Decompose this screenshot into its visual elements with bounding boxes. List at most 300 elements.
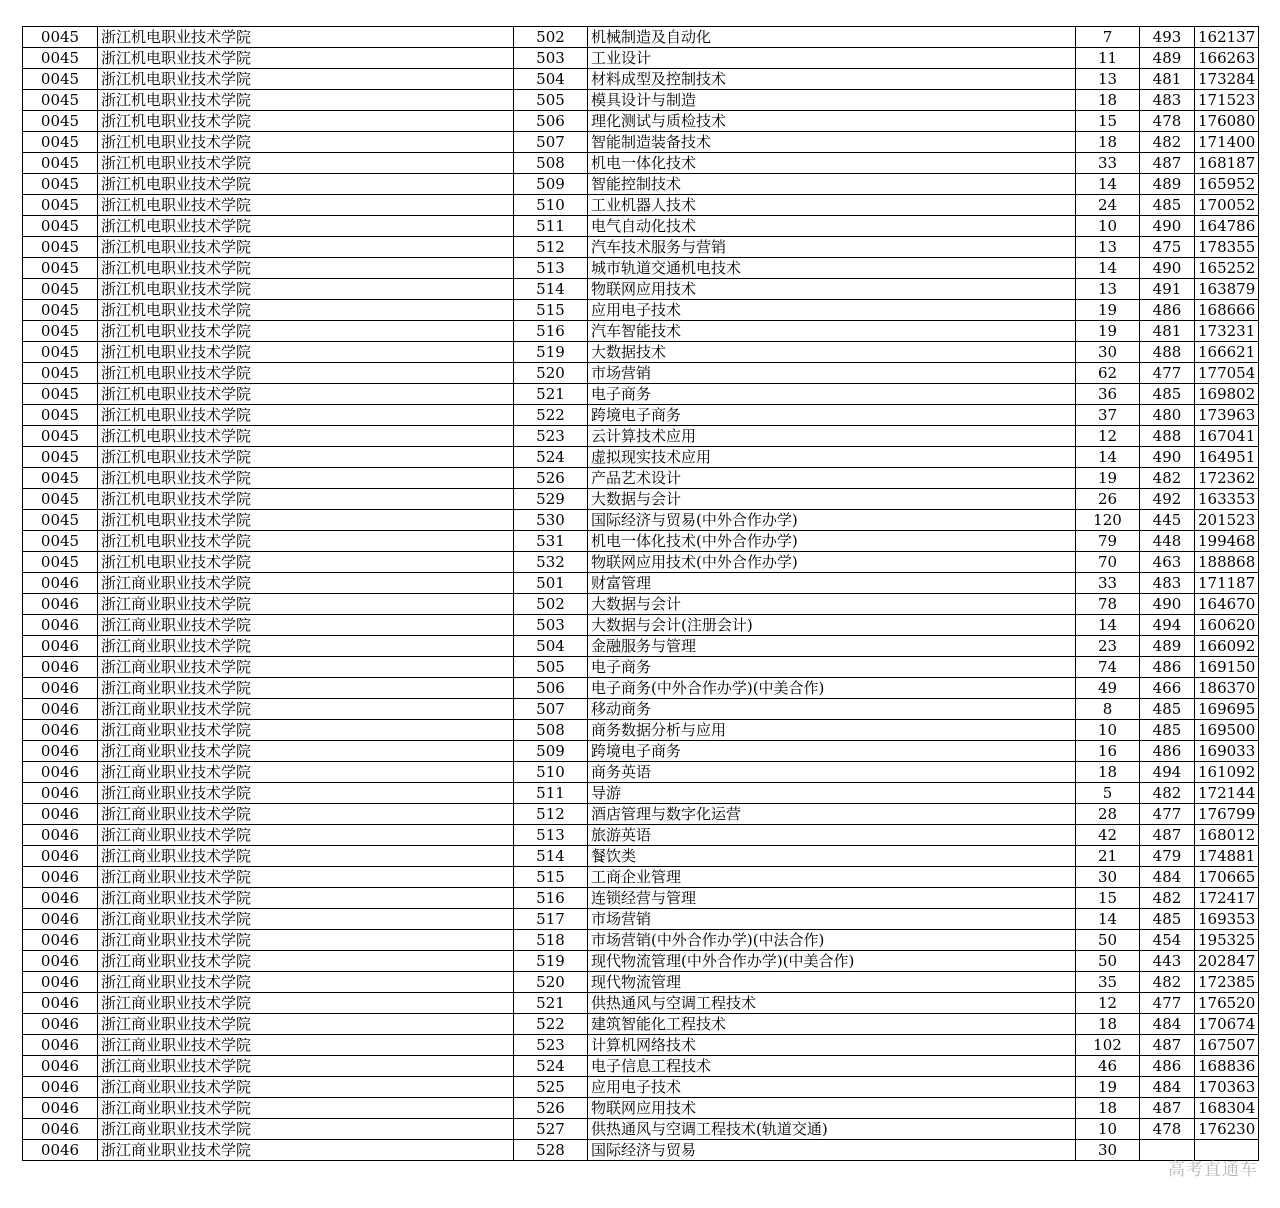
school-code-cell: 0045 [23, 195, 98, 216]
major-code-cell: 512 [514, 804, 588, 825]
major-name-cell: 智能控制技术 [588, 174, 1076, 195]
school-name-cell: 浙江商业职业技术学院 [98, 1077, 514, 1098]
table-row [23, 741, 1259, 762]
plan-count-cell: 13 [1076, 279, 1140, 300]
major-code-cell: 505 [514, 90, 588, 111]
table-row [23, 825, 1259, 846]
major-name-cell: 餐饮类 [588, 846, 1076, 867]
min-rank-cell: 169802 [1195, 384, 1259, 405]
school-code-cell: 0045 [23, 69, 98, 90]
table-row [23, 363, 1259, 384]
school-name-cell: 浙江商业职业技术学院 [98, 1098, 514, 1119]
plan-count-cell: 18 [1076, 1098, 1140, 1119]
min-score-cell: 492 [1140, 489, 1195, 510]
min-rank-cell: 163879 [1195, 279, 1259, 300]
school-code-cell: 0045 [23, 258, 98, 279]
min-rank-cell: 168187 [1195, 153, 1259, 174]
min-rank-cell: 166092 [1195, 636, 1259, 657]
min-rank-cell: 202847 [1195, 951, 1259, 972]
school-name-cell: 浙江商业职业技术学院 [98, 909, 514, 930]
major-code-cell: 531 [514, 531, 588, 552]
table-row [23, 615, 1259, 636]
table-row [23, 153, 1259, 174]
major-code-cell: 506 [514, 111, 588, 132]
school-code-cell: 0046 [23, 1119, 98, 1140]
major-name-cell: 现代物流管理(中外合作办学)(中美合作) [588, 951, 1076, 972]
min-rank-cell: 188868 [1195, 552, 1259, 573]
major-name-cell: 电子商务 [588, 384, 1076, 405]
min-rank-cell: 169033 [1195, 741, 1259, 762]
school-code-cell: 0045 [23, 447, 98, 468]
plan-count-cell: 14 [1076, 174, 1140, 195]
min-rank-cell: 172144 [1195, 783, 1259, 804]
min-rank-cell: 176520 [1195, 993, 1259, 1014]
table-row [23, 846, 1259, 867]
school-name-cell: 浙江机电职业技术学院 [98, 69, 514, 90]
table-row [23, 909, 1259, 930]
min-score-cell: 489 [1140, 174, 1195, 195]
school-name-cell: 浙江商业职业技术学院 [98, 804, 514, 825]
min-rank-cell: 172385 [1195, 972, 1259, 993]
table-row [23, 762, 1259, 783]
plan-count-cell: 7 [1076, 27, 1140, 48]
major-name-cell: 工业机器人技术 [588, 195, 1076, 216]
major-name-cell: 电子商务(中外合作办学)(中美合作) [588, 678, 1076, 699]
plan-count-cell: 13 [1076, 69, 1140, 90]
major-name-cell: 应用电子技术 [588, 1077, 1076, 1098]
min-score-cell: 481 [1140, 69, 1195, 90]
major-code-cell: 532 [514, 552, 588, 573]
plan-count-cell: 70 [1076, 552, 1140, 573]
school-name-cell: 浙江商业职业技术学院 [98, 1056, 514, 1077]
plan-count-cell: 33 [1076, 153, 1140, 174]
school-name-cell: 浙江商业职业技术学院 [98, 888, 514, 909]
plan-count-cell: 78 [1076, 594, 1140, 615]
table-row [23, 1056, 1259, 1077]
school-name-cell: 浙江商业职业技术学院 [98, 615, 514, 636]
min-rank-cell: 173284 [1195, 69, 1259, 90]
major-name-cell: 产品艺术设计 [588, 468, 1076, 489]
school-code-cell: 0046 [23, 657, 98, 678]
table-row [23, 447, 1259, 468]
table-row [23, 342, 1259, 363]
min-rank-cell: 201523 [1195, 510, 1259, 531]
major-name-cell: 旅游英语 [588, 825, 1076, 846]
plan-count-cell: 74 [1076, 657, 1140, 678]
major-code-cell: 512 [514, 237, 588, 258]
major-code-cell: 509 [514, 741, 588, 762]
school-code-cell: 0046 [23, 825, 98, 846]
table-row [23, 699, 1259, 720]
plan-count-cell: 21 [1076, 846, 1140, 867]
school-name-cell: 浙江商业职业技术学院 [98, 678, 514, 699]
min-rank-cell: 170674 [1195, 1014, 1259, 1035]
plan-count-cell: 14 [1076, 615, 1140, 636]
major-code-cell: 502 [514, 27, 588, 48]
min-rank-cell: 166263 [1195, 48, 1259, 69]
school-code-cell: 0046 [23, 741, 98, 762]
school-name-cell: 浙江商业职业技术学院 [98, 1119, 514, 1140]
major-code-cell: 520 [514, 363, 588, 384]
school-name-cell: 浙江机电职业技术学院 [98, 174, 514, 195]
major-code-cell: 504 [514, 69, 588, 90]
school-name-cell: 浙江机电职业技术学院 [98, 300, 514, 321]
major-name-cell: 供热通风与空调工程技术 [588, 993, 1076, 1014]
plan-count-cell: 5 [1076, 783, 1140, 804]
major-code-cell: 510 [514, 195, 588, 216]
table-row [23, 237, 1259, 258]
min-score-cell: 486 [1140, 657, 1195, 678]
table-row [23, 1119, 1259, 1140]
table-row [23, 804, 1259, 825]
major-code-cell: 507 [514, 699, 588, 720]
min-rank-cell: 170363 [1195, 1077, 1259, 1098]
min-rank-cell: 164786 [1195, 216, 1259, 237]
min-rank-cell: 173963 [1195, 405, 1259, 426]
plan-count-cell: 28 [1076, 804, 1140, 825]
school-name-cell: 浙江商业职业技术学院 [98, 657, 514, 678]
major-name-cell: 机电一体化技术(中外合作办学) [588, 531, 1076, 552]
plan-count-cell: 11 [1076, 48, 1140, 69]
major-code-cell: 525 [514, 1077, 588, 1098]
plan-count-cell: 50 [1076, 930, 1140, 951]
major-name-cell: 物联网应用技术 [588, 1098, 1076, 1119]
school-code-cell: 0045 [23, 216, 98, 237]
min-rank-cell: 166621 [1195, 342, 1259, 363]
school-code-cell: 0045 [23, 552, 98, 573]
school-code-cell: 0046 [23, 594, 98, 615]
min-score-cell: 475 [1140, 237, 1195, 258]
min-rank-cell: 171187 [1195, 573, 1259, 594]
major-name-cell: 导游 [588, 783, 1076, 804]
min-score-cell: 485 [1140, 384, 1195, 405]
school-name-cell: 浙江机电职业技术学院 [98, 321, 514, 342]
major-name-cell: 移动商务 [588, 699, 1076, 720]
school-name-cell: 浙江机电职业技术学院 [98, 27, 514, 48]
table-row [23, 216, 1259, 237]
school-code-cell: 0045 [23, 27, 98, 48]
min-score-cell: 484 [1140, 1077, 1195, 1098]
min-rank-cell: 199468 [1195, 531, 1259, 552]
school-name-cell: 浙江商业职业技术学院 [98, 867, 514, 888]
plan-count-cell: 10 [1076, 216, 1140, 237]
table-row [23, 468, 1259, 489]
school-name-cell: 浙江机电职业技术学院 [98, 384, 514, 405]
min-rank-cell: 174881 [1195, 846, 1259, 867]
min-rank-cell: 160620 [1195, 615, 1259, 636]
min-rank-cell: 171523 [1195, 90, 1259, 111]
min-rank-cell: 195325 [1195, 930, 1259, 951]
school-name-cell: 浙江机电职业技术学院 [98, 426, 514, 447]
school-code-cell: 0045 [23, 468, 98, 489]
min-score-cell: 478 [1140, 1119, 1195, 1140]
school-name-cell: 浙江机电职业技术学院 [98, 132, 514, 153]
table-row [23, 195, 1259, 216]
school-code-cell: 0046 [23, 1098, 98, 1119]
school-code-cell: 0046 [23, 678, 98, 699]
plan-count-cell: 30 [1076, 867, 1140, 888]
school-code-cell: 0046 [23, 636, 98, 657]
school-code-cell: 0045 [23, 111, 98, 132]
plan-count-cell: 102 [1076, 1035, 1140, 1056]
min-rank-cell: 165252 [1195, 258, 1259, 279]
major-name-cell: 供热通风与空调工程技术(轨道交通) [588, 1119, 1076, 1140]
admission-score-table [22, 26, 1259, 1161]
min-score-cell: 481 [1140, 321, 1195, 342]
table-row [23, 678, 1259, 699]
min-score-cell: 487 [1140, 153, 1195, 174]
min-score-cell: 483 [1140, 573, 1195, 594]
school-name-cell: 浙江机电职业技术学院 [98, 531, 514, 552]
major-name-cell: 大数据与会计 [588, 594, 1076, 615]
major-name-cell: 财富管理 [588, 573, 1076, 594]
school-name-cell: 浙江机电职业技术学院 [98, 90, 514, 111]
plan-count-cell: 24 [1076, 195, 1140, 216]
min-score-cell: 487 [1140, 825, 1195, 846]
major-name-cell: 应用电子技术 [588, 300, 1076, 321]
min-score-cell: 445 [1140, 510, 1195, 531]
school-name-cell: 浙江商业职业技术学院 [98, 594, 514, 615]
table-row [23, 426, 1259, 447]
school-code-cell: 0045 [23, 153, 98, 174]
major-name-cell: 云计算技术应用 [588, 426, 1076, 447]
school-code-cell: 0046 [23, 1035, 98, 1056]
school-code-cell: 0045 [23, 489, 98, 510]
major-name-cell: 市场营销 [588, 909, 1076, 930]
school-name-cell: 浙江商业职业技术学院 [98, 825, 514, 846]
major-code-cell: 513 [514, 258, 588, 279]
major-name-cell: 计算机网络技术 [588, 1035, 1076, 1056]
major-code-cell: 514 [514, 279, 588, 300]
major-name-cell: 机械制造及自动化 [588, 27, 1076, 48]
school-code-cell: 0046 [23, 972, 98, 993]
plan-count-cell: 13 [1076, 237, 1140, 258]
school-name-cell: 浙江商业职业技术学院 [98, 762, 514, 783]
min-score-cell: 485 [1140, 720, 1195, 741]
min-score-cell: 485 [1140, 699, 1195, 720]
min-rank-cell: 168304 [1195, 1098, 1259, 1119]
major-name-cell: 跨境电子商务 [588, 741, 1076, 762]
plan-count-cell: 18 [1076, 762, 1140, 783]
min-rank-cell: 167507 [1195, 1035, 1259, 1056]
table-row [23, 636, 1259, 657]
school-name-cell: 浙江商业职业技术学院 [98, 573, 514, 594]
school-name-cell: 浙江商业职业技术学院 [98, 699, 514, 720]
table-row [23, 888, 1259, 909]
table-row [23, 300, 1259, 321]
min-rank-cell: 168836 [1195, 1056, 1259, 1077]
table-row [23, 1098, 1259, 1119]
major-name-cell: 电子信息工程技术 [588, 1056, 1076, 1077]
table-row [23, 279, 1259, 300]
min-score-cell: 487 [1140, 1098, 1195, 1119]
table-row [23, 951, 1259, 972]
school-name-cell: 浙江机电职业技术学院 [98, 342, 514, 363]
school-name-cell: 浙江机电职业技术学院 [98, 279, 514, 300]
school-code-cell: 0046 [23, 867, 98, 888]
table-body [23, 27, 1259, 1161]
school-name-cell: 浙江商业职业技术学院 [98, 1014, 514, 1035]
table-row [23, 489, 1259, 510]
school-code-cell: 0045 [23, 342, 98, 363]
major-code-cell: 510 [514, 762, 588, 783]
school-name-cell: 浙江机电职业技术学院 [98, 48, 514, 69]
school-name-cell: 浙江机电职业技术学院 [98, 216, 514, 237]
min-score-cell: 482 [1140, 972, 1195, 993]
plan-count-cell: 49 [1076, 678, 1140, 699]
min-score-cell: 494 [1140, 762, 1195, 783]
min-score-cell: 466 [1140, 678, 1195, 699]
major-name-cell: 商务英语 [588, 762, 1076, 783]
min-rank-cell: 167041 [1195, 426, 1259, 447]
major-code-cell: 522 [514, 1014, 588, 1035]
plan-count-cell: 18 [1076, 1014, 1140, 1035]
school-name-cell: 浙江机电职业技术学院 [98, 153, 514, 174]
min-score-cell: 491 [1140, 279, 1195, 300]
school-code-cell: 0046 [23, 1014, 98, 1035]
major-code-cell: 503 [514, 615, 588, 636]
min-score-cell: 486 [1140, 300, 1195, 321]
major-code-cell: 517 [514, 909, 588, 930]
major-code-cell: 502 [514, 594, 588, 615]
plan-count-cell: 33 [1076, 573, 1140, 594]
school-code-cell: 0046 [23, 993, 98, 1014]
plan-count-cell: 30 [1076, 342, 1140, 363]
school-name-cell: 浙江机电职业技术学院 [98, 195, 514, 216]
min-score-cell: 483 [1140, 90, 1195, 111]
school-code-cell: 0045 [23, 237, 98, 258]
min-score-cell: 482 [1140, 468, 1195, 489]
min-rank-cell: 172362 [1195, 468, 1259, 489]
table-row [23, 594, 1259, 615]
min-rank-cell: 171400 [1195, 132, 1259, 153]
major-name-cell: 物联网应用技术(中外合作办学) [588, 552, 1076, 573]
table-row [23, 783, 1259, 804]
school-name-cell: 浙江商业职业技术学院 [98, 741, 514, 762]
school-name-cell: 浙江机电职业技术学院 [98, 468, 514, 489]
min-rank-cell: 170665 [1195, 867, 1259, 888]
school-name-cell: 浙江机电职业技术学院 [98, 489, 514, 510]
school-name-cell: 浙江机电职业技术学院 [98, 447, 514, 468]
plan-count-cell: 10 [1076, 1119, 1140, 1140]
major-code-cell: 523 [514, 426, 588, 447]
major-code-cell: 527 [514, 1119, 588, 1140]
major-code-cell: 516 [514, 888, 588, 909]
table-row [23, 111, 1259, 132]
table-row [23, 1077, 1259, 1098]
table-row [23, 867, 1259, 888]
min-score-cell: 463 [1140, 552, 1195, 573]
min-rank-cell: 176080 [1195, 111, 1259, 132]
school-code-cell: 0046 [23, 1140, 98, 1161]
plan-count-cell: 79 [1076, 531, 1140, 552]
school-code-cell: 0045 [23, 510, 98, 531]
min-rank-cell: 176799 [1195, 804, 1259, 825]
major-name-cell: 电气自动化技术 [588, 216, 1076, 237]
major-name-cell: 跨境电子商务 [588, 405, 1076, 426]
school-name-cell: 浙江商业职业技术学院 [98, 846, 514, 867]
plan-count-cell: 19 [1076, 468, 1140, 489]
major-name-cell: 市场营销 [588, 363, 1076, 384]
major-code-cell: 506 [514, 678, 588, 699]
school-code-cell: 0045 [23, 48, 98, 69]
min-score-cell: 486 [1140, 1056, 1195, 1077]
table-row [23, 1035, 1259, 1056]
min-score-cell: 494 [1140, 615, 1195, 636]
major-code-cell: 515 [514, 867, 588, 888]
major-code-cell: 505 [514, 657, 588, 678]
table-row [23, 972, 1259, 993]
min-rank-cell: 176230 [1195, 1119, 1259, 1140]
table-row [23, 27, 1259, 48]
table-row [23, 657, 1259, 678]
major-name-cell: 大数据技术 [588, 342, 1076, 363]
plan-count-cell: 23 [1076, 636, 1140, 657]
school-name-cell: 浙江机电职业技术学院 [98, 363, 514, 384]
major-name-cell: 模具设计与制造 [588, 90, 1076, 111]
major-code-cell: 528 [514, 1140, 588, 1161]
min-rank-cell: 161092 [1195, 762, 1259, 783]
school-code-cell: 0045 [23, 132, 98, 153]
major-name-cell: 连锁经营与管理 [588, 888, 1076, 909]
school-name-cell: 浙江机电职业技术学院 [98, 405, 514, 426]
school-code-cell: 0045 [23, 363, 98, 384]
major-code-cell: 526 [514, 1098, 588, 1119]
min-score-cell: 478 [1140, 111, 1195, 132]
plan-count-cell: 18 [1076, 132, 1140, 153]
major-name-cell: 现代物流管理 [588, 972, 1076, 993]
major-code-cell: 524 [514, 1056, 588, 1077]
min-score-cell: 482 [1140, 888, 1195, 909]
major-name-cell: 金融服务与管理 [588, 636, 1076, 657]
school-code-cell: 0045 [23, 405, 98, 426]
plan-count-cell: 46 [1076, 1056, 1140, 1077]
major-name-cell: 理化测试与质检技术 [588, 111, 1076, 132]
min-score-cell: 490 [1140, 594, 1195, 615]
table-row [23, 384, 1259, 405]
min-score-cell: 480 [1140, 405, 1195, 426]
major-name-cell: 国际经济与贸易(中外合作办学) [588, 510, 1076, 531]
plan-count-cell: 19 [1076, 1077, 1140, 1098]
school-name-cell: 浙江商业职业技术学院 [98, 951, 514, 972]
min-rank-cell: 169695 [1195, 699, 1259, 720]
min-rank-cell: 169500 [1195, 720, 1259, 741]
plan-count-cell: 50 [1076, 951, 1140, 972]
major-code-cell: 519 [514, 951, 588, 972]
min-rank-cell: 168666 [1195, 300, 1259, 321]
major-code-cell: 503 [514, 48, 588, 69]
major-code-cell: 521 [514, 384, 588, 405]
major-code-cell: 519 [514, 342, 588, 363]
major-name-cell: 虚拟现实技术应用 [588, 447, 1076, 468]
major-code-cell: 523 [514, 1035, 588, 1056]
major-code-cell: 508 [514, 720, 588, 741]
table-row [23, 321, 1259, 342]
major-code-cell: 511 [514, 783, 588, 804]
table-row [23, 531, 1259, 552]
major-code-cell: 530 [514, 510, 588, 531]
school-code-cell: 0046 [23, 783, 98, 804]
school-name-cell: 浙江商业职业技术学院 [98, 930, 514, 951]
table-row [23, 1140, 1259, 1161]
plan-count-cell: 42 [1076, 825, 1140, 846]
major-code-cell: 513 [514, 825, 588, 846]
school-name-cell: 浙江商业职业技术学院 [98, 1035, 514, 1056]
table-row [23, 405, 1259, 426]
school-code-cell: 0046 [23, 930, 98, 951]
min-rank-cell: 169150 [1195, 657, 1259, 678]
plan-count-cell: 15 [1076, 888, 1140, 909]
